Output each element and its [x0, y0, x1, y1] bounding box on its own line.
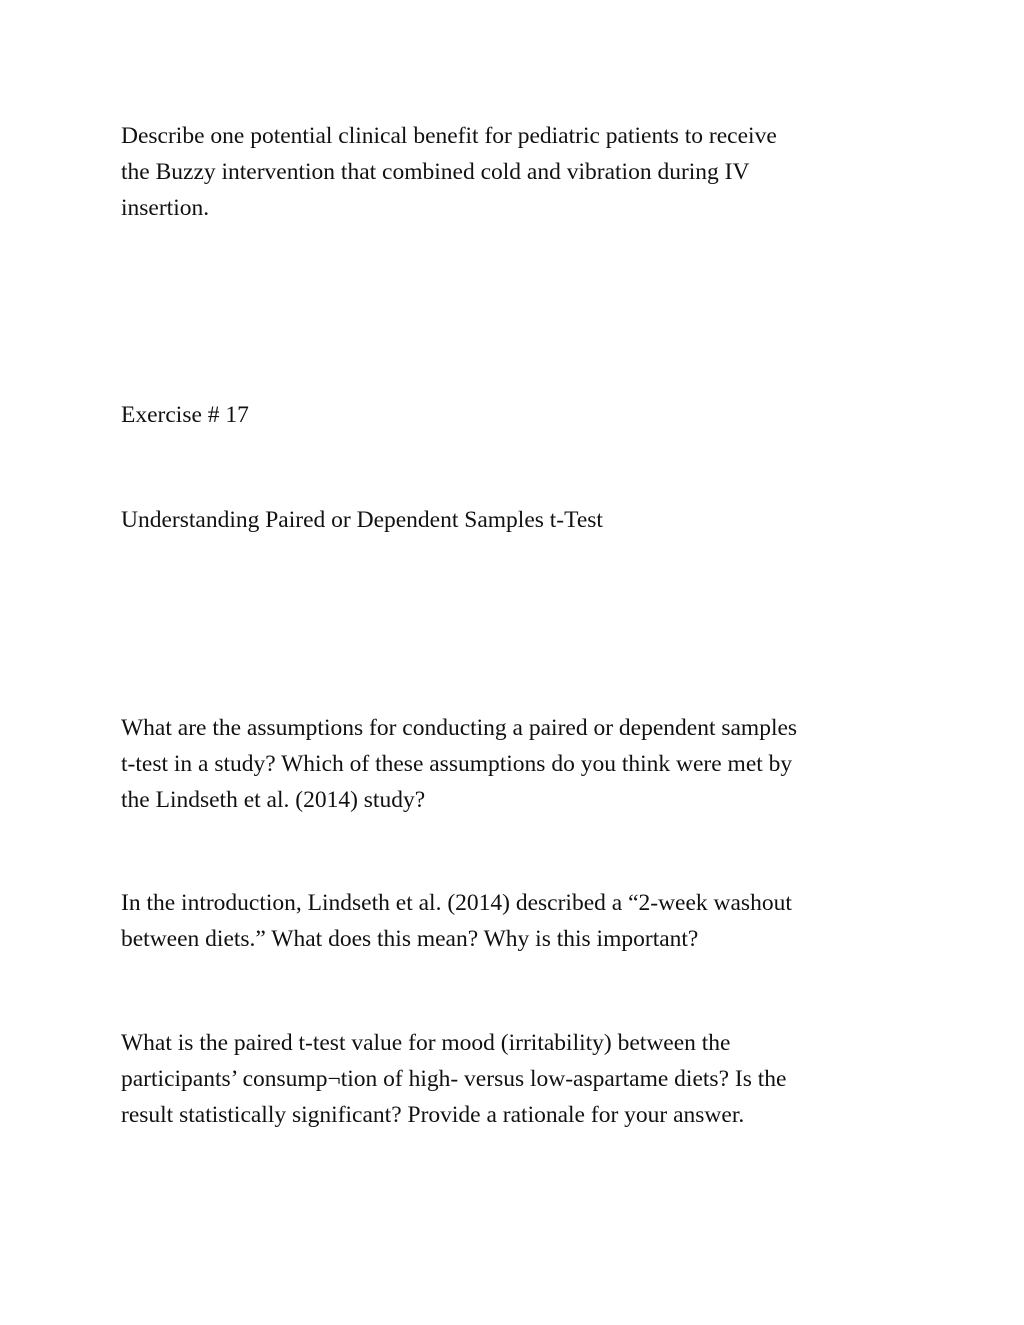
question-buzzy-benefit	[121, 118, 901, 226]
exercise-title	[121, 397, 901, 433]
exercise-subtitle	[121, 502, 901, 538]
question-washout	[121, 885, 901, 957]
question-line: participants’ consump¬tion of high- versus low-aspartame diets? Is the	[121, 1066, 787, 1092]
question-line: Describe one potential clinical benefit for pediatric patients to receive	[121, 123, 777, 149]
question-line: result statistically significant? Provide a rationale for your answer.	[121, 1102, 745, 1128]
question-line: What are the assumptions for conducting a paired or dependent samples	[121, 715, 798, 741]
question-line: between diets.” What does this mean? Why is this important?	[121, 926, 699, 952]
question-line: the Buzzy intervention that combined cold and vibration during IV	[121, 159, 750, 185]
question-assumptions	[121, 710, 901, 818]
question-paired-t-value	[121, 1025, 901, 1133]
question-line: the Lindseth et al. (2014) study?	[121, 787, 426, 813]
question-line: insertion.	[121, 195, 210, 221]
question-line: What is the paired t-test value for mood (irritability) between the	[121, 1030, 731, 1056]
question-line: t-test in a study? Which of these assumptions do you think were met by	[121, 751, 793, 777]
question-line: In the introduction, Lindseth et al. (2014) described a “2-week washout	[121, 890, 792, 916]
exercise-title-text: Exercise # 17	[121, 402, 249, 428]
exercise-subtitle-text: Understanding Paired or Dependent Samples t-Test	[121, 507, 603, 533]
